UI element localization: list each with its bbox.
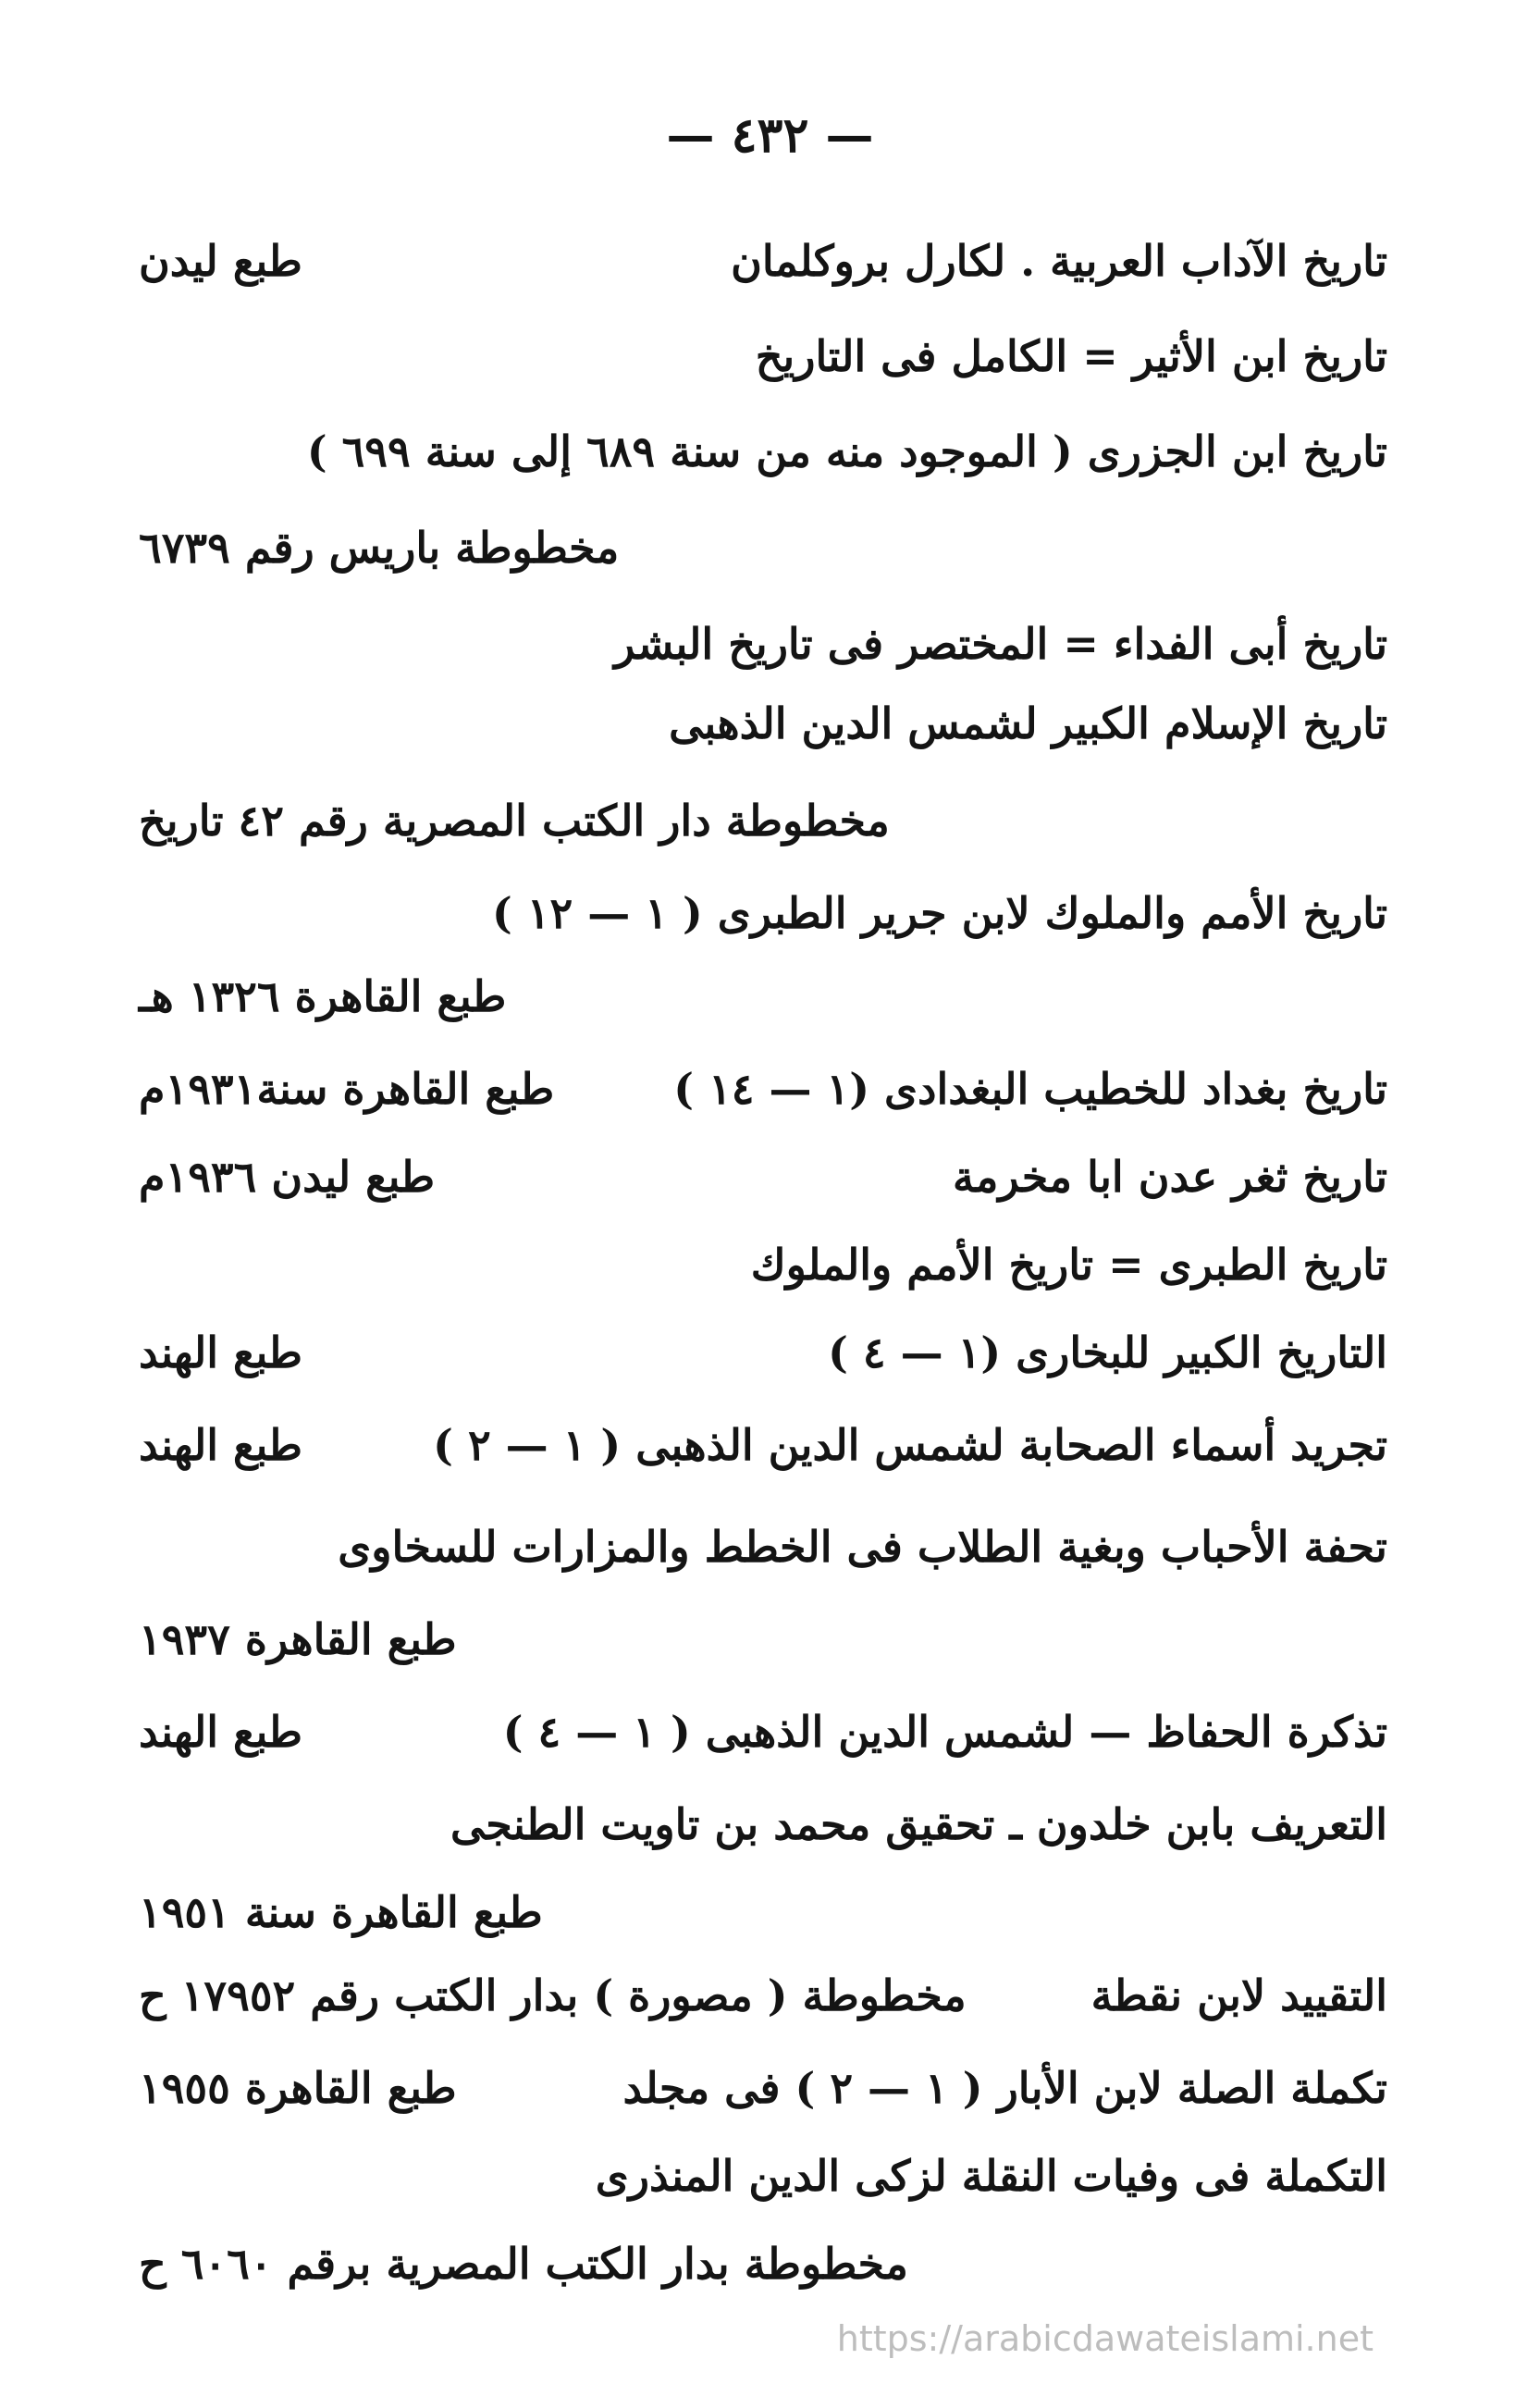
entry-14 [139, 1406, 1387, 1484]
entry-title: تاريخ بغداد للخطيب البغدادى (١ — ١٤ ) [673, 1064, 1387, 1114]
entry-13 [139, 1314, 1387, 1391]
entry-18 [139, 1785, 1387, 1863]
entry-edition: طبع الهند [139, 1707, 303, 1757]
entry-4 [139, 509, 1387, 587]
entry-title: تكملة الصلة لابن الأبار ( ١ — ٢ ) فى مجلد [622, 2063, 1387, 2113]
entry-8 [139, 874, 1387, 952]
entry-title: تاريخ الطبرى = تاريخ الأمم والملوك [750, 1240, 1387, 1290]
watermark-url: https://arabicdawateislami.net [836, 2318, 1374, 2359]
entry-edition: طبع القاهرة ١٩٥٥ [139, 2063, 457, 2113]
entry-title: تذكرة الحفاظ — لشمس الدين الذهبى ( ١ — ٤ ) [502, 1707, 1387, 1757]
entry-9 [139, 957, 1387, 1035]
entry-3 [139, 413, 1387, 490]
entry-title: تاريخ الأمم والملوك لابن جرير الطبرى ( ١ — ١٢ ) [492, 888, 1387, 938]
entry-title: التكملة فى وفيات النقلة لزكى الدين المنذرى [595, 2151, 1387, 2201]
entry-edition: مخطوطة باريس رقم ٦٧٣٩ [139, 523, 620, 573]
entry-edition: طبع القاهرة ١٩٣٧ [139, 1614, 457, 1664]
entry-23 [139, 2225, 1387, 2303]
entry-edition: طبع ليدن ١٩٣٦م [139, 1152, 436, 1202]
entry-title: تاريخ ثغر عدن ابا مخرمة [953, 1152, 1387, 1202]
entry-title: التعريف بابن خلدون ـ تحقيق محمد بن تاويت الطنجى [450, 1799, 1387, 1849]
entry-15 [139, 1508, 1387, 1586]
entry-1 [139, 222, 1387, 300]
entry-19 [139, 1873, 1387, 1951]
entry-edition: مخطوطة ( مصورة ) بدار الكتب رقم ١٧٩٥٢ ح [139, 1970, 967, 2020]
entry-edition: مخطوطة دار الكتب المصرية رقم ٤٢ تاريخ [139, 796, 890, 846]
entry-10 [139, 1050, 1387, 1128]
entry-edition: طبع القاهرة سنة ١٩٥١ [139, 1887, 543, 1937]
entry-12 [139, 1226, 1387, 1303]
entry-title: تجريد أسماء الصحابة لشمس الدين الذهبى ( ١ — ٢ ) [433, 1420, 1387, 1470]
entry-2 [139, 317, 1387, 395]
entry-edition: طبع الهند [139, 1328, 303, 1377]
entry-edition: طبع القاهرة سنة١٩٣١م [139, 1064, 555, 1114]
entry-edition: طبع الهند [139, 1420, 303, 1470]
entry-22 [139, 2137, 1387, 2215]
entry-title: تاريخ الآداب العربية . لكارل بروكلمان [731, 236, 1387, 286]
page-number: — ٤٣٢ — [666, 107, 874, 164]
entry-title: تاريخ ابن الجزرى ( الموجود منه من سنة ٦٨٩ إلى سنة ٦٩٩ ) [306, 426, 1387, 476]
entry-20 [139, 1957, 1387, 2034]
entry-title: التاريخ الكبير للبخارى (١ — ٤ ) [828, 1328, 1387, 1377]
entry-edition: طبع ليدن [139, 236, 302, 286]
entry-7 [139, 782, 1387, 859]
entry-edition: مخطوطة بدار الكتب المصرية برقم ٦٠٦٠ ح [139, 2239, 908, 2289]
entry-title: تحفة الأحباب وبغية الطلاب فى الخطط والمزارات للسخاوى [338, 1522, 1387, 1572]
entry-title: التقييد لابن نقطة [1090, 1970, 1387, 2020]
entry-11 [139, 1138, 1387, 1216]
entry-17 [139, 1693, 1387, 1771]
entry-edition: طبع القاهرة ١٣٢٦ هـ [139, 971, 507, 1021]
entry-6 [139, 685, 1387, 762]
entry-21 [139, 2049, 1387, 2127]
entry-16 [139, 1600, 1387, 1678]
entry-title: تاريخ أبى الفداء = المختصر فى تاريخ البشر [614, 619, 1387, 669]
entry-title: تاريخ ابن الأثير = الكامل فى التاريخ [755, 331, 1387, 381]
entry-title: تاريخ الإسلام الكبير لشمس الدين الذهبى [669, 698, 1387, 748]
entry-5 [139, 605, 1387, 683]
